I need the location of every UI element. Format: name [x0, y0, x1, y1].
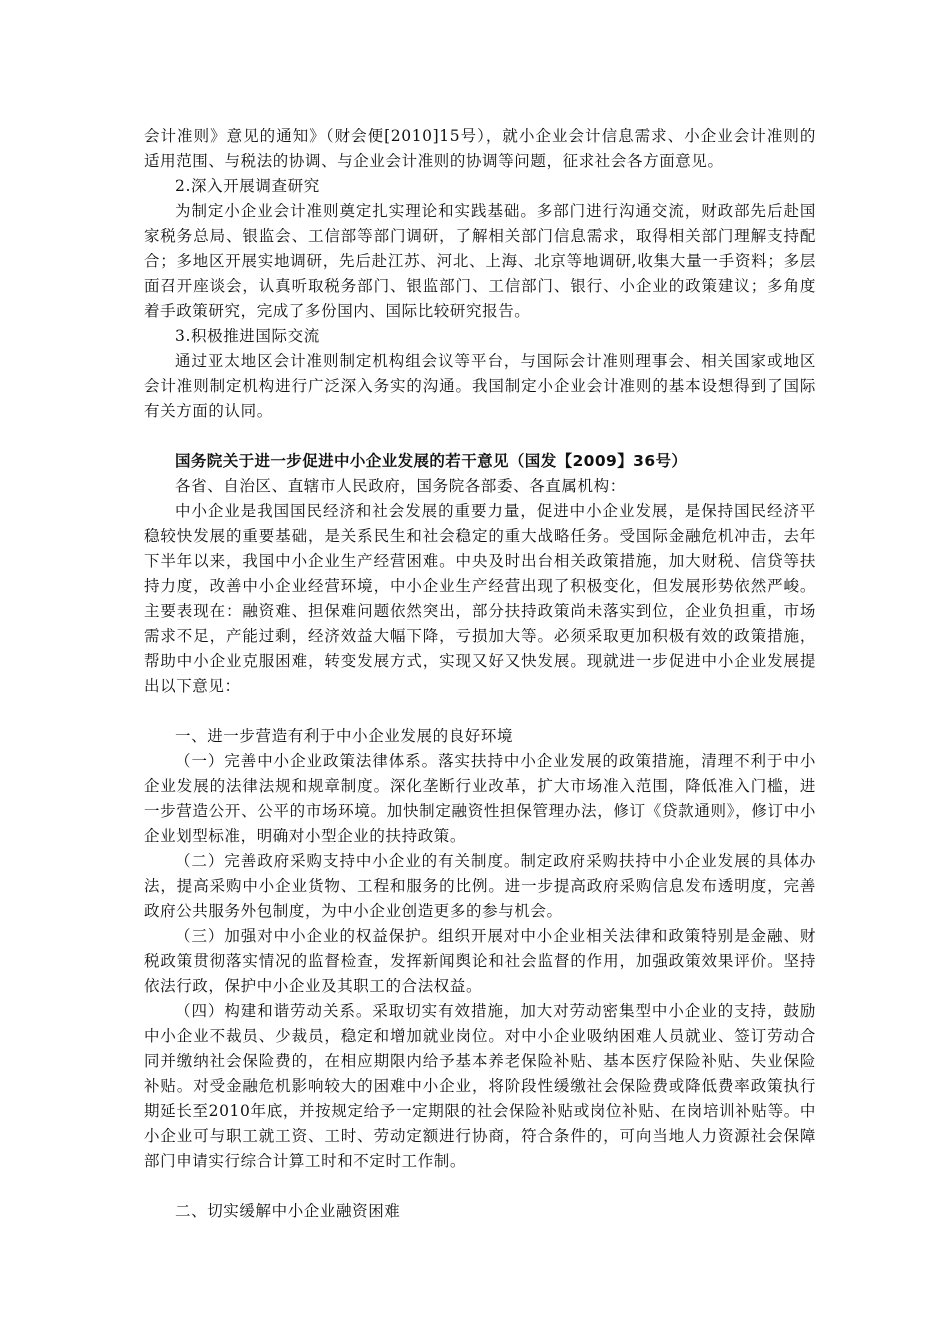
- section-1-item-4: （四）构建和谐劳动关系。采取切实有效措施，加大对劳动密集型中小企业的支持，鼓励中小企业不裁员、少裁员，稳定和增加就业岗位。对中小企业吸纳困难人员就业、签订劳动合同并缴纳社会保险费的，在相应期限内给予基本养老保险补贴、基本医疗保险补贴、失业保险补贴。对受金融危机影响较大的困难中小企业，将阶段性缓缴社会保险费或降低费率政策执行期延长至2010年底，并按规定给予一定期限的社会保险补贴或岗位补贴、在岗培训补贴等。中小企业可与职工就工资、工时、劳动定额进行协商，符合条件的，可向当地人力资源社会保障部门申请实行综合计算工时和不定时工作制。: [144, 1002, 816, 1170]
- section-1-item-2: （二）完善政府采购支持中小企业的有关制度。制定政府采购扶持中小企业发展的具体办法，提高采购中小企业货物、工程和服务的比例。进一步提高政府采购信息发布透明度，完善政府公共服务外包制度，为中小企业创造更多的参与机会。: [144, 852, 816, 920]
- subsection-3-title: 3.积极推进国际交流: [175, 327, 320, 345]
- document-page: [144, 124, 816, 1224]
- document-title: 国务院关于进一步促进中小企业发展的若干意见（国发【2009】36号）: [175, 452, 688, 470]
- subsection-3-body: 通过亚太地区会计准则制定机构组会议等平台，与国际会计准则理事会、相关国家或地区会计准则制定机构进行广泛深入务实的沟通。我国制定小企业会计准则的基本设想得到了国际有关方面的认同。: [144, 352, 816, 420]
- spacer: [144, 699, 816, 724]
- section-1-item-3: （三）加强对中小企业的权益保护。组织开展对中小企业相关法律和政策特别是金融、财税政策贯彻落实情况的监督检查，发挥新闻舆论和社会监督的作用，加强政策效果评价。坚持依法行政，保护中小企业及其职工的合法权益。: [144, 927, 816, 995]
- section-1-item-1: （一）完善中小企业政策法律体系。落实扶持中小企业发展的政策措施，清理不利于中小企业发展的法律法规和规章制度。深化垄断行业改革，扩大市场准入范围，降低准入门槛，进一步营造公开、公平的市场环境。加快制定融资性担保管理办法，修订《贷款通则》，修订中小企业划型标准，明确对小型企业的扶持政策。: [144, 752, 816, 845]
- subsection-2-title: 2.深入开展调查研究: [175, 177, 320, 195]
- section-2-title: 二、切实缓解中小企业融资困难: [175, 1202, 401, 1220]
- subsection-2-body: 为制定小企业会计准则奠定扎实理论和实践基础。多部门进行沟通交流，财政部先后赴国家税务总局、银监会、工信部等部门调研，了解相关部门信息需求，取得相关部门理解支持配合；多地区开展实地调研，先后赴江苏、河北、上海、北京等地调研,收集大量一手资料；多层面召开座谈会，认真听取税务部门、银监部门、工信部门、银行、小企业的政策建议；多角度着手政策研究，完成了多份国内、国际比较研究报告。: [144, 202, 816, 320]
- section-1-title: 一、进一步营造有利于中小企业发展的良好环境: [175, 727, 514, 745]
- preamble-paragraph: 中小企业是我国国民经济和社会发展的重要力量，促进中小企业发展，是保持国民经济平稳较快发展的重要基础，是关系民生和社会稳定的重大战略任务。受国际金融危机冲击，去年下半年以来，我国中小企业生产经营困难。中央及时出台相关政策措施，加大财税、信贷等扶持力度，改善中小企业经营环境，中小企业生产经营出现了积极变化，但发展形势依然严峻。主要表现在：融资难、担保难问题依然突出，部分扶持政策尚未落实到位，企业负担重，市场需求不足，产能过剩，经济效益大幅下降，亏损加大等。必须采取更加积极有效的政策措施，帮助中小企业克服困难，转变发展方式，实现又好又快发展。现就进一步促进中小企业发展提出以下意见：: [144, 502, 816, 695]
- spacer: [144, 1174, 816, 1199]
- intro-paragraph: 会计准则》意见的通知》（财会便[2010]15号），就小企业会计信息需求、小企业会计准则的适用范围、与税法的协调、与企业会计准则的协调等问题，征求社会各方面意见。: [144, 127, 816, 170]
- spacer: [144, 424, 816, 449]
- salutation: 各省、自治区、直辖市人民政府，国务院各部委、各直属机构：: [175, 477, 626, 495]
